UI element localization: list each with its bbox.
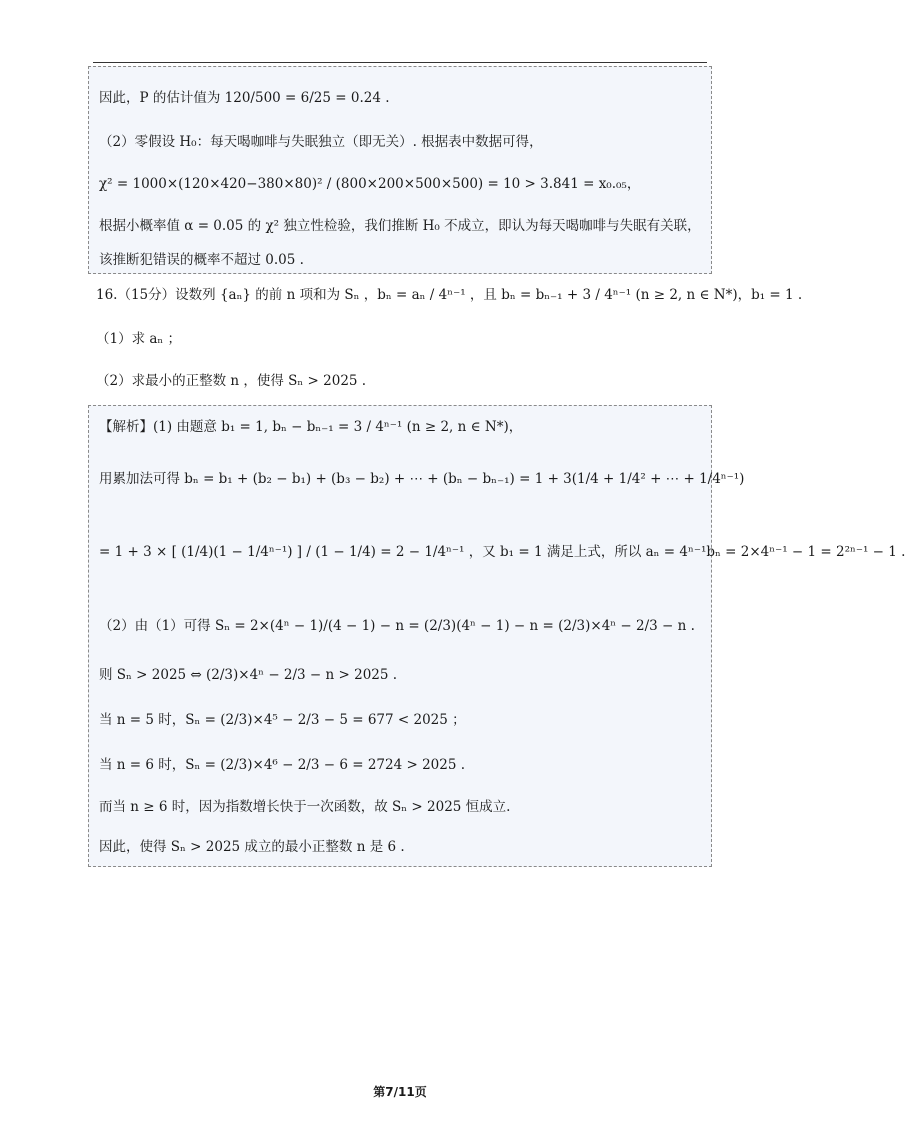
solution-line-9: 因此，使得 Sₙ > 2025 成立的最小正整数 n 是 6 . [99,839,405,855]
solution-line-3: = 1 + 3 × [ (1/4)(1 − 1/4ⁿ⁻¹) ] / (1 − 1/4) = 2 − 1/4ⁿ⁻¹ ，又 b₁ = 1 满足上式，所以 aₙ = 4ⁿ⁻¹bₙ = 2×4ⁿ⁻¹ − 1 = 2²ⁿ⁻¹ − 1 . [99,544,905,560]
error-probability-line: 该推断犯错误的概率不超过 0.05 . [99,252,304,268]
hypothesis-line: （2）零假设 H₀：每天喝咖啡与失眠独立（即无关）. 根据表中数据可得， [99,134,543,150]
solution-line-2: 用累加法可得 bₙ = b₁ + (b₂ − b₁) + (b₃ − b₂) + ⋯ + (bₙ − bₙ₋₁) = 1 + 3(1/4 + 1/4² + ⋯ + 1/4ⁿ⁻¹) [99,471,745,487]
solution-line-1: 【解析】(1) 由题意 b₁ = 1, bₙ − bₙ₋₁ = 3 / 4ⁿ⁻¹ (n ≥ 2, n ∈ N*)， [99,419,523,435]
chi-square-line: χ² = 1000×(120×420−380×80)² / (800×200×500×500) = 10 > 3.841 = x₀.₀₅， [99,176,641,192]
solution-line-5: 则 Sₙ > 2025 ⇔ (2/3)×4ⁿ − 2/3 − n > 2025 . [99,667,398,683]
solution-line-4: （2）由（1）可得 Sₙ = 2×(4ⁿ − 1)/(4 − 1) − n = (2/3)(4ⁿ − 1) − n = (2/3)×4ⁿ − 2/3 − n . [99,618,695,634]
solution-line-7: 当 n = 6 时，Sₙ = (2/3)×4⁶ − 2/3 − 6 = 2724 > 2025 . [99,757,466,773]
solution-line-6: 当 n = 5 时，Sₙ = (2/3)×4⁵ − 2/3 − 5 = 677 < 2025 ； [99,712,466,728]
solution-box-previous [88,66,712,274]
question-part-2: （2）求最小的正整数 n ，使得 Sₙ > 2025 . [96,373,367,389]
header-rule [93,62,707,63]
question-16-stem: 16.（15分）设数列 {aₙ} 的前 n 项和为 Sₙ ，bₙ = aₙ / 4ⁿ⁻¹ ，且 bₙ = bₙ₋₁ + 3 / 4ⁿ⁻¹ (n ≥ 2, n ∈ N*)，b₁ = 1 . [96,287,803,303]
question-part-1: （1）求 aₙ ； [96,331,182,347]
estimate-line: 因此，P 的估计值为 120/500 = 6/25 = 0.24 . [99,90,390,106]
solution-box-16 [88,405,905,867]
solution-line-8: 而当 n ≥ 6 时，因为指数增长快于一次函数，故 Sₙ > 2025 恒成立. [99,799,511,815]
page-number: 第7/11页 [373,1085,427,1099]
conclusion-line: 根据小概率值 α = 0.05 的 χ² 独立性检验，我们推断 H₀ 不成立，即认为每天喝咖啡与失眠有关联， [99,218,701,234]
